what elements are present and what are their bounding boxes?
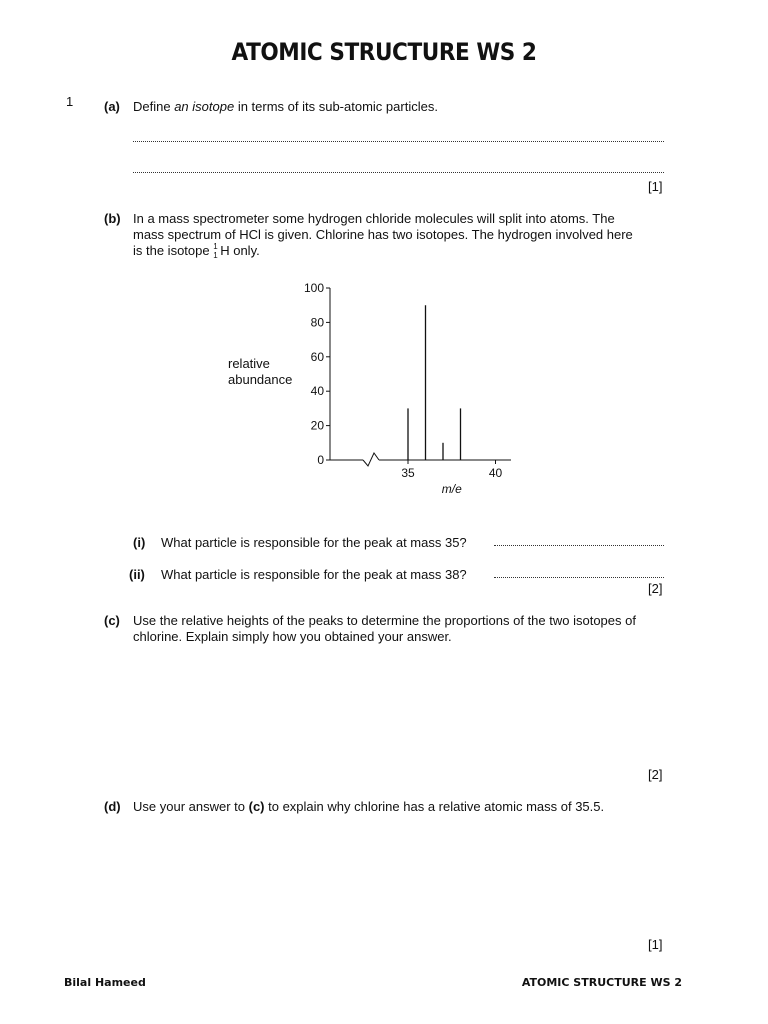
footer-author: Bilal Hameed [64,976,146,989]
part-b-i-label [133,535,145,551]
part-d-text-before: Use your answer to [133,799,249,814]
part-d-label-text: (d) [104,799,121,814]
x-tick-label: 40 [488,466,503,480]
part-b-line-3 [133,243,673,259]
part-a-label-text: (a) [104,99,120,114]
part-b-question [133,211,673,259]
part-a-marks: [1] [648,179,663,194]
part-a-text-italic: an isotope [174,99,235,114]
part-d-label [104,799,121,815]
part-b-marks: [2] [648,581,663,596]
footer-title: ATOMIC STRUCTURE WS 2 [521,976,682,989]
part-b-ii-label [129,567,145,583]
y-tick-label: 20 [310,418,324,433]
x-axis-break [363,453,379,466]
part-c-question [133,613,673,645]
part-b-i-question: What particle is responsible for the peak at mass 35? [161,535,467,550]
y-tick-label: 100 [303,281,324,295]
part-c-marks: [2] [648,767,663,782]
isotope-mass-number: 1 [213,242,218,251]
y-tick-label: 60 [310,349,324,364]
question-number: 1 [66,94,74,109]
part-b-ii-label-text: (ii) [129,567,145,582]
part-b-label [104,211,121,227]
y-tick-label: 40 [310,384,324,399]
part-b-ii-question: What particle is responsible for the peak at mass 38? [161,567,467,582]
part-d-question [133,799,604,815]
part-b-line-3-before: is the isotope [133,243,214,258]
part-a-question [133,99,438,115]
y-tick-label: 0 [317,453,324,467]
part-d-text-after: to explain why chlorine has a relative atomic mass of 35.5. [264,799,605,814]
part-b-line-1: In a mass spectrometer some hydrogen chloride molecules will split into atoms. The [133,211,615,226]
x-tick-label: 35 [401,466,415,480]
part-c-line-2: chlorine. Explain simply how you obtained your answer. [133,629,452,644]
isotope-atomic-number: 1 [213,251,218,260]
part-c-line-1: Use the relative heights of the peaks to determine the proportions of the two isotopes of [133,613,636,628]
part-b-line-2: mass spectrum of HCl is given. Chlorine has two isotopes. The hydrogen involved here [133,227,633,242]
chart-ylabel-line-2: abundance [228,372,293,387]
part-d-marks: [1] [648,937,663,952]
answer-line[interactable] [133,172,664,173]
part-c-label [104,613,120,629]
part-a-label [104,99,120,115]
y-tick-label: 80 [310,315,324,330]
answer-line[interactable] [133,141,664,142]
page-title: ATOMIC STRUCTURE WS 2 [231,38,537,66]
chart-ylabel-line-1: relative [228,356,270,371]
answer-line[interactable] [494,577,664,578]
isotope-symbol: H [220,243,230,258]
x-axis-label: m/e [441,482,462,496]
part-b-line-3-after: only. [229,243,260,258]
part-a-text-after: in terms of its sub-atomic particles. [234,99,438,114]
part-b-i-label-text: (i) [133,535,146,550]
part-a-text-before: Define [133,99,175,114]
part-c-label-text: (c) [104,613,120,628]
mass-spectrum-svg [225,278,535,500]
part-d-text-bold: (c) [248,799,265,814]
answer-line[interactable] [494,545,664,546]
isotope-notation [213,242,220,260]
part-b-label-text: (b) [104,211,121,226]
mass-spectrum-chart [225,278,535,500]
